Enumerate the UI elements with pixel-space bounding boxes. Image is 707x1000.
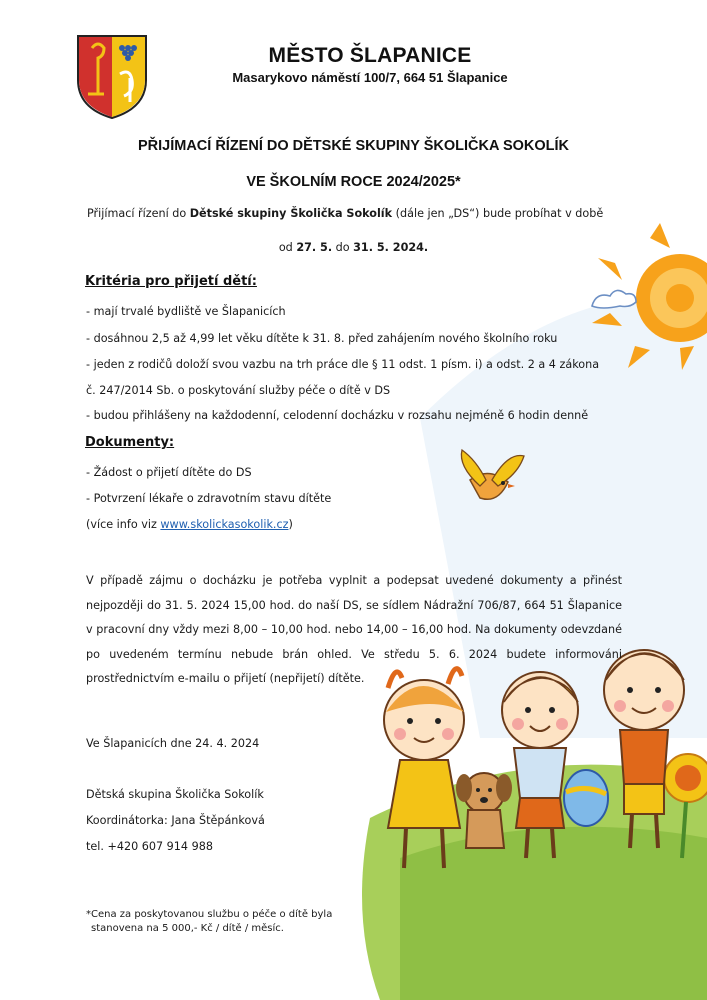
signature-coordinator: Koordinátorka: Jana Štěpánková <box>86 814 265 827</box>
signature-organization: Dětská skupina Školička Sokolík <box>86 788 264 801</box>
more-info <box>86 518 631 532</box>
criteria-item: - mají trvalé bydliště ve Šlapanicích <box>86 305 286 318</box>
dates-pre: od <box>278 241 297 254</box>
city-coat-of-arms-logo <box>76 34 148 120</box>
document-item: - Potvrzení lékaře o zdravotním stavu dítěte <box>86 492 332 505</box>
ball-icon <box>564 770 608 826</box>
instructions-paragraph: V případě zájmu o docházku je potřeba vyplnit a podepsat uvedené dokumenty a přinést nejpozději do 31. 5. 2024 15,00 hod. do naší DS, se sídlem Nádražní 706/87, 664 51 Šlapanice v pracovní dny vždy mezi 8,00 – 10,00 hod. nebo 14,00 – 16,00 hod. Na dokumenty odevzdané po uvedeném termínu nebude brán ohled. Ve středu 5. 6. 2024 budete informováni prostřednictvím e-mailu o přijetí (nepřijetí) dítěte. <box>86 574 622 685</box>
intro-post: (dále jen „DS“) bude probíhat v době <box>392 207 604 220</box>
footnote-line-2: stanovena na 5 000,- Kč / dítě / měsíc. <box>91 923 284 934</box>
city-address: Masarykovo náměstí 100/7, 664 51 Šlapanice <box>232 70 508 85</box>
date-from: 27. 5. <box>296 241 333 254</box>
document-item: - Žádost o přijetí dítěte do DS <box>86 466 252 479</box>
document-title-line-1: PŘIJÍMACÍ ŘÍZENÍ DO DĚTSKÉ SKUPINY ŠKOLIČKA SOKOLÍK <box>137 138 569 154</box>
footnote-line-1: *Cena za poskytovanou službu o péče o dítě byla <box>86 909 333 920</box>
criteria-item: - jeden z rodičů doloží svou vazbu na trh práce dle § 11 odst. 1 písm. i) a odst. 2 a 4 zákona <box>86 358 600 371</box>
place-date: Ve Šlapanicích dne 24. 4. 2024 <box>86 737 260 750</box>
criteria-heading: Kritéria pro přijetí dětí: <box>85 274 257 289</box>
intro-text <box>87 207 627 221</box>
application-dates <box>0 241 707 255</box>
criteria-item: - budou přihlášeny na každodenní, celodenní docházku v rozsahu nejméně 6 hodin denně <box>86 409 589 422</box>
criteria-item: č. 247/2014 Sb. o poskytování služby péče o dítě v DS <box>86 384 391 397</box>
city-name-heading: MĚSTO ŠLAPANICE <box>268 44 472 67</box>
criteria-item: - dosáhnou 2,5 až 4,99 let věku dítěte k 31. 8. před zahájením nového školního roku <box>86 332 558 345</box>
more-info-post: ) <box>288 518 293 531</box>
website-link[interactable]: www.skolickasokolik.cz <box>160 518 289 531</box>
more-info-pre: (více info viz <box>86 518 161 531</box>
signature-phone: tel. +420 607 914 988 <box>86 840 213 853</box>
intro-bold: Dětské skupiny Školička Sokolík <box>189 207 393 220</box>
intro-pre: Přijímací řízení do <box>87 207 190 220</box>
document-title-line-2: VE ŠKOLNÍM ROCE 2024/2025* <box>246 174 461 190</box>
dates-mid: do <box>332 241 354 254</box>
date-to: 31. 5. 2024. <box>353 241 429 254</box>
documents-heading: Dokumenty: <box>85 435 175 450</box>
